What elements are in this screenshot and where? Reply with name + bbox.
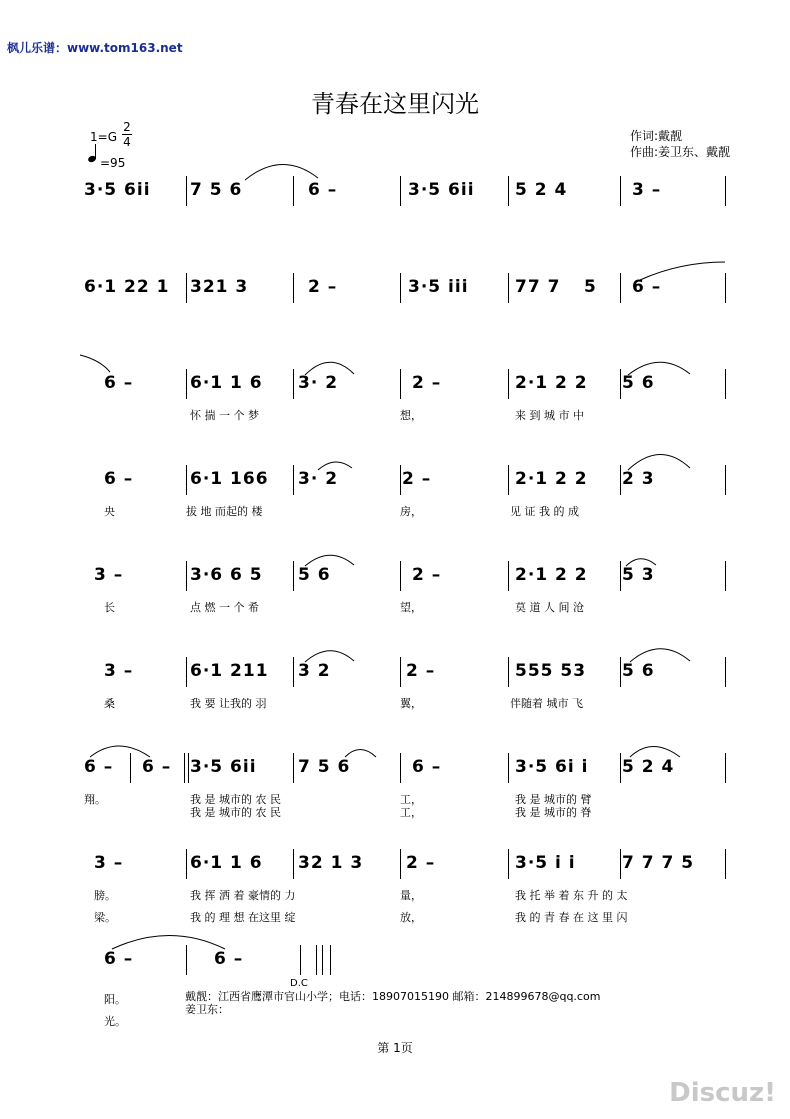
- measure-notes: 2 –: [412, 373, 442, 393]
- site-header[interactable]: 枫儿乐谱：www.tom163.net: [7, 41, 183, 55]
- bar-line: [620, 561, 621, 591]
- bar-line: [293, 849, 294, 879]
- bar-line: [186, 369, 187, 399]
- measure-notes: 3 –: [94, 853, 124, 873]
- bar-line: [725, 176, 726, 206]
- footer-contact: 戴靓：江西省鹰潭市官山小学；电话：18907015190 邮箱：214899678@qq.com: [185, 990, 601, 1003]
- lyric-line: 阳。: [104, 993, 126, 1006]
- bar-line: [725, 849, 726, 879]
- lyric-line: 翔。: [84, 793, 106, 806]
- measure-notes: 2 –: [308, 277, 338, 297]
- measure-notes: 3· 2: [298, 469, 339, 489]
- lyric-line: 我 是 城市的 脊: [515, 806, 592, 819]
- watermark-logo: Discuz!: [669, 1078, 776, 1108]
- measure-notes: 6 –: [84, 757, 114, 777]
- bar-line: [186, 465, 187, 495]
- measure-notes: 2·1 2 2: [515, 373, 588, 393]
- slur: [90, 746, 150, 757]
- bar-line: [725, 273, 726, 303]
- lyric-line: 来 到 城 市 中: [515, 409, 584, 422]
- measure-notes: 3·5 i̇i̇i̇: [408, 277, 469, 297]
- measure-notes: 5: [584, 277, 597, 297]
- bar-line: [400, 273, 401, 303]
- lyric-line: 量，: [400, 889, 422, 902]
- measure-notes: 2 –: [402, 469, 432, 489]
- lyric-line: 房，: [400, 505, 422, 518]
- measure-notes: 3 2: [298, 661, 331, 681]
- bar-line: [508, 176, 509, 206]
- meter-bottom: 4: [123, 135, 131, 149]
- footer-contact-2: 姜卫东：: [185, 1003, 229, 1016]
- bar-line: [620, 369, 621, 399]
- measure-notes: 6 –: [412, 757, 442, 777]
- meter-top: 2: [123, 120, 131, 134]
- measure-notes: 2·1 2 2: [515, 565, 588, 585]
- bar-line: [400, 753, 401, 783]
- measure-notes: 6·1 211: [190, 661, 269, 681]
- bar-line: [620, 849, 621, 879]
- measure-notes: 3 –: [632, 180, 662, 200]
- measure-notes: 3 –: [104, 661, 134, 681]
- bar-line: [186, 176, 187, 206]
- slur: [245, 164, 318, 180]
- measure-notes: 6 –: [632, 277, 662, 297]
- measure-notes: 5 6: [622, 373, 655, 393]
- bar-line: [508, 753, 509, 783]
- bar-line: [130, 753, 131, 783]
- measure-notes: 77 7: [515, 277, 561, 297]
- bar-line: [293, 657, 294, 687]
- dc-mark: D.C: [290, 978, 308, 989]
- time-signature: [122, 120, 132, 149]
- lyric-line: 伴随着 城市 飞: [510, 697, 583, 710]
- bar-line: [620, 273, 621, 303]
- measure-notes: 6·1 1 6: [190, 373, 263, 393]
- lyric-line: 我 是 城市的 农 民: [190, 793, 281, 806]
- bar-line: [186, 561, 187, 591]
- measure-notes: 32 1 3: [298, 853, 364, 873]
- bar-line: [400, 465, 401, 495]
- lyric-line: 桑: [104, 697, 115, 710]
- measure-notes: 3·5 6i̇i̇: [408, 180, 475, 200]
- lyric-line: 望，: [400, 601, 422, 614]
- bar-line: [620, 176, 621, 206]
- measure-notes: 7 7 7 5: [622, 853, 695, 873]
- lyric-line: 工，: [400, 793, 422, 806]
- bar-line: [725, 465, 726, 495]
- bar-line: [400, 176, 401, 206]
- measure-notes: 321 3: [190, 277, 249, 297]
- slur: [630, 747, 680, 758]
- quarter-note-icon: [87, 155, 97, 163]
- measure-notes: 6 –: [142, 757, 172, 777]
- lyric-line: 光。: [104, 1015, 126, 1028]
- measure-notes: 6 –: [104, 949, 134, 969]
- measure-notes: 3·6 6 5: [190, 565, 263, 585]
- measure-notes: 6 –: [104, 373, 134, 393]
- measure-notes: 6·1 1 6: [190, 853, 263, 873]
- bar-line: [300, 945, 301, 975]
- lyric-line: 翼，: [400, 697, 422, 710]
- bar-line: [186, 273, 187, 303]
- bar-line: [186, 657, 187, 687]
- measure-notes: 3 –: [94, 565, 124, 585]
- bar-line: [725, 369, 726, 399]
- lyric-line: 我 托 举 着 东 升 的 太: [515, 889, 628, 902]
- bar-line: [293, 176, 294, 206]
- bar-line: [184, 753, 185, 783]
- lyric-line: 点 燃 一 个 希: [190, 601, 259, 614]
- lyric-line: 工，: [400, 806, 422, 819]
- lyric-line: 我 是 城市的 臂: [515, 793, 592, 806]
- measure-notes: 7 5 6: [298, 757, 351, 777]
- measure-notes: 6 –: [104, 469, 134, 489]
- bar-line: [620, 657, 621, 687]
- bar-line: [725, 657, 726, 687]
- slur: [112, 936, 225, 950]
- lyric-line: 膀。: [94, 889, 116, 902]
- tempo-mark: =95: [100, 156, 126, 170]
- bar-line: [508, 657, 509, 687]
- bar-line: [620, 753, 621, 783]
- bar-line: [400, 561, 401, 591]
- measure-notes: 3·5 6i̇ i̇: [515, 757, 589, 777]
- bar-line: [725, 753, 726, 783]
- measure-notes: 6·1 166: [190, 469, 269, 489]
- measure-notes: 6 –: [214, 949, 244, 969]
- lyric-line: 我 的 理 想 在这里 绽: [190, 911, 296, 924]
- bar-line: [186, 849, 187, 879]
- measure-notes: 6·1 22 1: [84, 277, 170, 297]
- measure-notes: 2 –: [406, 853, 436, 873]
- measure-notes: 5 3: [622, 565, 655, 585]
- bar-line: [316, 945, 317, 975]
- credits: [630, 128, 730, 160]
- measure-notes: 2·1 2 2: [515, 469, 588, 489]
- measure-notes: 7 5 6: [190, 180, 243, 200]
- lyric-line: 我 是 城市的 农 民: [190, 806, 281, 819]
- bar-line: [322, 945, 323, 975]
- bar-line: [293, 369, 294, 399]
- bar-line: [400, 369, 401, 399]
- measure-notes: 2 3: [622, 469, 655, 489]
- bar-line: [725, 561, 726, 591]
- lyric-line: 我 挥 洒 着 豪情的 力: [190, 889, 296, 902]
- lyric-line: 莫 道 人 间 沧: [515, 601, 584, 614]
- bar-line: [330, 945, 331, 975]
- measure-notes: 6 –: [308, 180, 338, 200]
- slur: [80, 355, 110, 372]
- measure-notes: 2 –: [412, 565, 442, 585]
- measure-notes: 3·5 6i̇i̇: [190, 757, 257, 777]
- song-title: 青春在这里闪光: [311, 90, 479, 118]
- bar-line: [508, 849, 509, 879]
- measure-notes: 3·5 6i̇i̇: [84, 180, 151, 200]
- bar-line: [400, 849, 401, 879]
- measure-notes: 2 –: [406, 661, 436, 681]
- page-number: 第 1页: [377, 1041, 413, 1055]
- slur: [345, 750, 376, 758]
- lyric-line: 想，: [400, 409, 422, 422]
- bar-line: [620, 465, 621, 495]
- measure-notes: 5 2 4: [622, 757, 675, 777]
- measure-notes: 5 2 4: [515, 180, 568, 200]
- measure-notes: 3· 2: [298, 373, 339, 393]
- measure-notes: 3·5 i̇ i̇: [515, 853, 576, 873]
- bar-line: [293, 753, 294, 783]
- bar-line: [508, 369, 509, 399]
- lyric-line: 我 的 青 春 在 这 里 闪: [515, 911, 628, 924]
- bar-line: [188, 753, 189, 783]
- bar-line: [508, 561, 509, 591]
- lyricist: 作词:戴靓: [630, 129, 683, 143]
- bar-line: [293, 561, 294, 591]
- bar-line: [293, 465, 294, 495]
- slur: [628, 454, 690, 470]
- bar-line: [508, 273, 509, 303]
- lyric-line: 怀 揣 一 个 梦: [190, 409, 259, 422]
- lyric-line: 长: [104, 601, 115, 614]
- lyric-line: 拔 地 而起的 楼: [186, 505, 263, 518]
- key-signature: 1=G: [90, 130, 117, 144]
- lyric-line: 放，: [400, 911, 422, 924]
- measure-notes: 5 6: [298, 565, 331, 585]
- bar-line: [293, 273, 294, 303]
- slur: [630, 649, 690, 662]
- lyric-line: 央: [104, 505, 115, 518]
- measure-notes: 5 6: [622, 661, 655, 681]
- lyric-line: 梁。: [94, 911, 116, 924]
- bar-line: [186, 945, 187, 975]
- measure-notes: 555 53: [515, 661, 587, 681]
- bar-line: [508, 465, 509, 495]
- lyric-line: 我 要 让我的 羽: [190, 697, 267, 710]
- composer: 作曲:姜卫东、戴靓: [630, 145, 731, 159]
- lyric-line: 见 证 我 的 成: [510, 505, 579, 518]
- bar-line: [400, 657, 401, 687]
